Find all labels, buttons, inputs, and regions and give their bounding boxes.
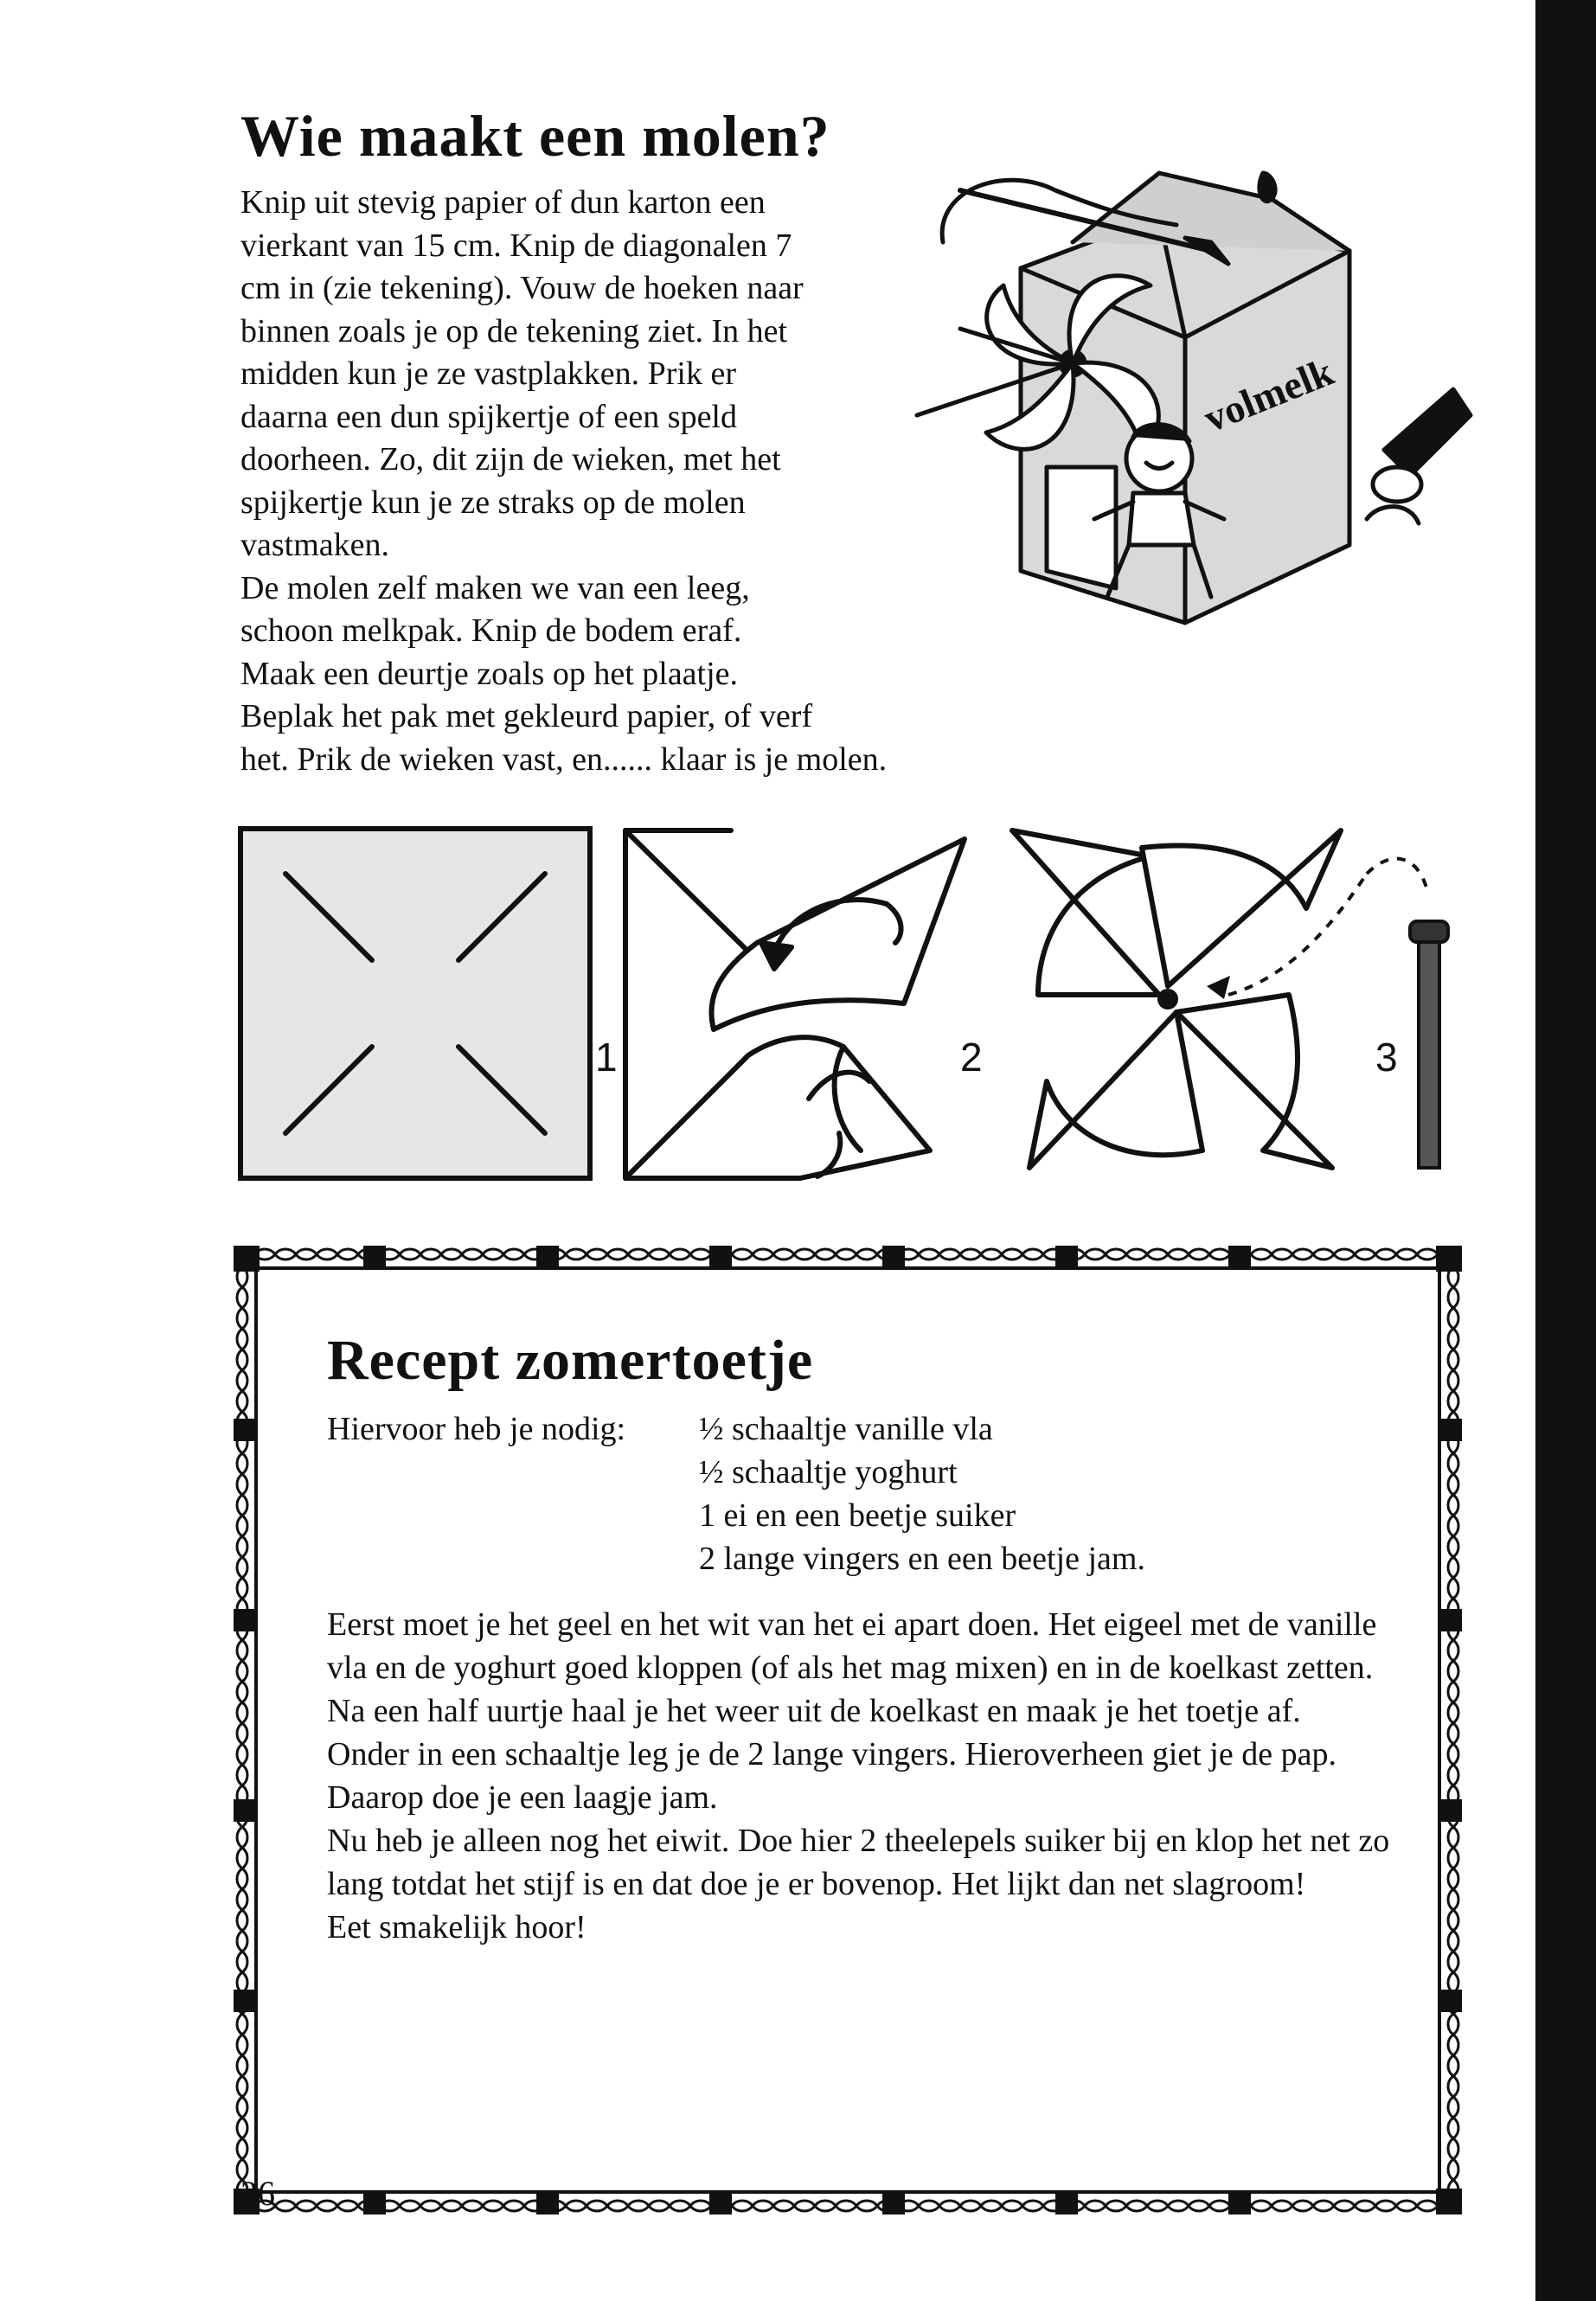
instruction-paragraph: Na een half uurtje haal je het weer uit de koelkast en maak je het toetje af. (327, 1693, 1301, 1729)
text-line: schoon melkpak. Knip de bodem eraf. (240, 612, 742, 649)
text-line: De molen zelf maken we van een leeg, (240, 569, 750, 606)
text-line: Knip uit stevig papier of dun karton een (240, 184, 766, 221)
text-line: midden kun je ze vastplakken. Prik er (240, 356, 737, 392)
text-line: Beplak het pak met gekleurd papier, of verf (240, 698, 813, 734)
recipe-title: Recept zomertoetje (327, 1329, 814, 1392)
step-2-fold-diagram (619, 822, 982, 1185)
text-line: vierkant van 15 cm. Knip de diagonalen 7 (240, 227, 792, 264)
recipe-instructions (327, 1603, 1391, 1949)
step-number-3: 3 (1375, 1035, 1398, 1080)
instruction-paragraph: Eerst moet je het geel en het wit van het ei apart doen. Het eigeel met de vanille vla en de yoghurt goed kloppen (of als het mag mixen) en in de koelkast zetten. (327, 1606, 1377, 1686)
instruction-paragraph: Onder in een schaaltje leg je de 2 lange vingers. Hieroverheen giet je de pap. Daarop doe je een laagje jam. (327, 1736, 1336, 1816)
molen-paragraph-2 (240, 567, 898, 782)
text-line: doorheen. Zo, dit zijn de wieken, met het (240, 441, 781, 478)
ingredients-list (327, 1407, 1391, 1580)
ingredient-item: ½ schaaltje yoghurt (699, 1454, 958, 1490)
molen-instructions (240, 182, 898, 781)
molen-paragraph-1 (240, 182, 898, 567)
step-1-square-diagram (234, 822, 597, 1185)
instruction-paragraph: Eet smakelijk hoor! (327, 1909, 586, 1945)
step-number-1: 1 (595, 1035, 618, 1080)
ingredient-item: ½ schaaltje vanille vla (699, 1411, 993, 1447)
ingredient-item: 1 ei en een beetje suiker (699, 1497, 1016, 1534)
text-line: spijkertje kun je ze straks op de molen (240, 484, 746, 521)
text-line: vastmaken. (240, 527, 390, 563)
step-number-2: 2 (960, 1035, 983, 1080)
page-edge-shadow (1535, 0, 1596, 2301)
carton-label: volmelk (1197, 349, 1340, 441)
instruction-paragraph: Nu heb je alleen nog het eiwit. Doe hier 2 theelepels suiker bij en klop het net zo lang totdat het stijf is en dat doe je er bovenop. Het lijkt dan net slagroom! (327, 1823, 1390, 1902)
text-line: binnen zoals je op de tekening ziet. In het (240, 312, 788, 349)
molen-title: Wie maakt een molen? (240, 103, 830, 169)
text-line: het. Prik de wieken vast, en...... klaar is je molen. (240, 740, 888, 778)
text-line: Maak een deurtje zoals op het plaatje. (240, 655, 739, 692)
windmill-carton-illustration (900, 138, 1497, 709)
step-3-pinwheel-diagram (1003, 822, 1471, 1185)
text-line: daarna een dun spijkertje of een speld (240, 398, 737, 435)
page-number: 26 (240, 2174, 275, 2213)
text-line: cm in (zie tekening). Vouw de hoeken naar (240, 270, 804, 306)
ingredients-label: Hiervoor heb je nodig: (327, 1411, 626, 1447)
ingredient-item: 2 lange vingers en een beetje jam. (699, 1541, 1145, 1577)
recipe-content (327, 1328, 1391, 1949)
